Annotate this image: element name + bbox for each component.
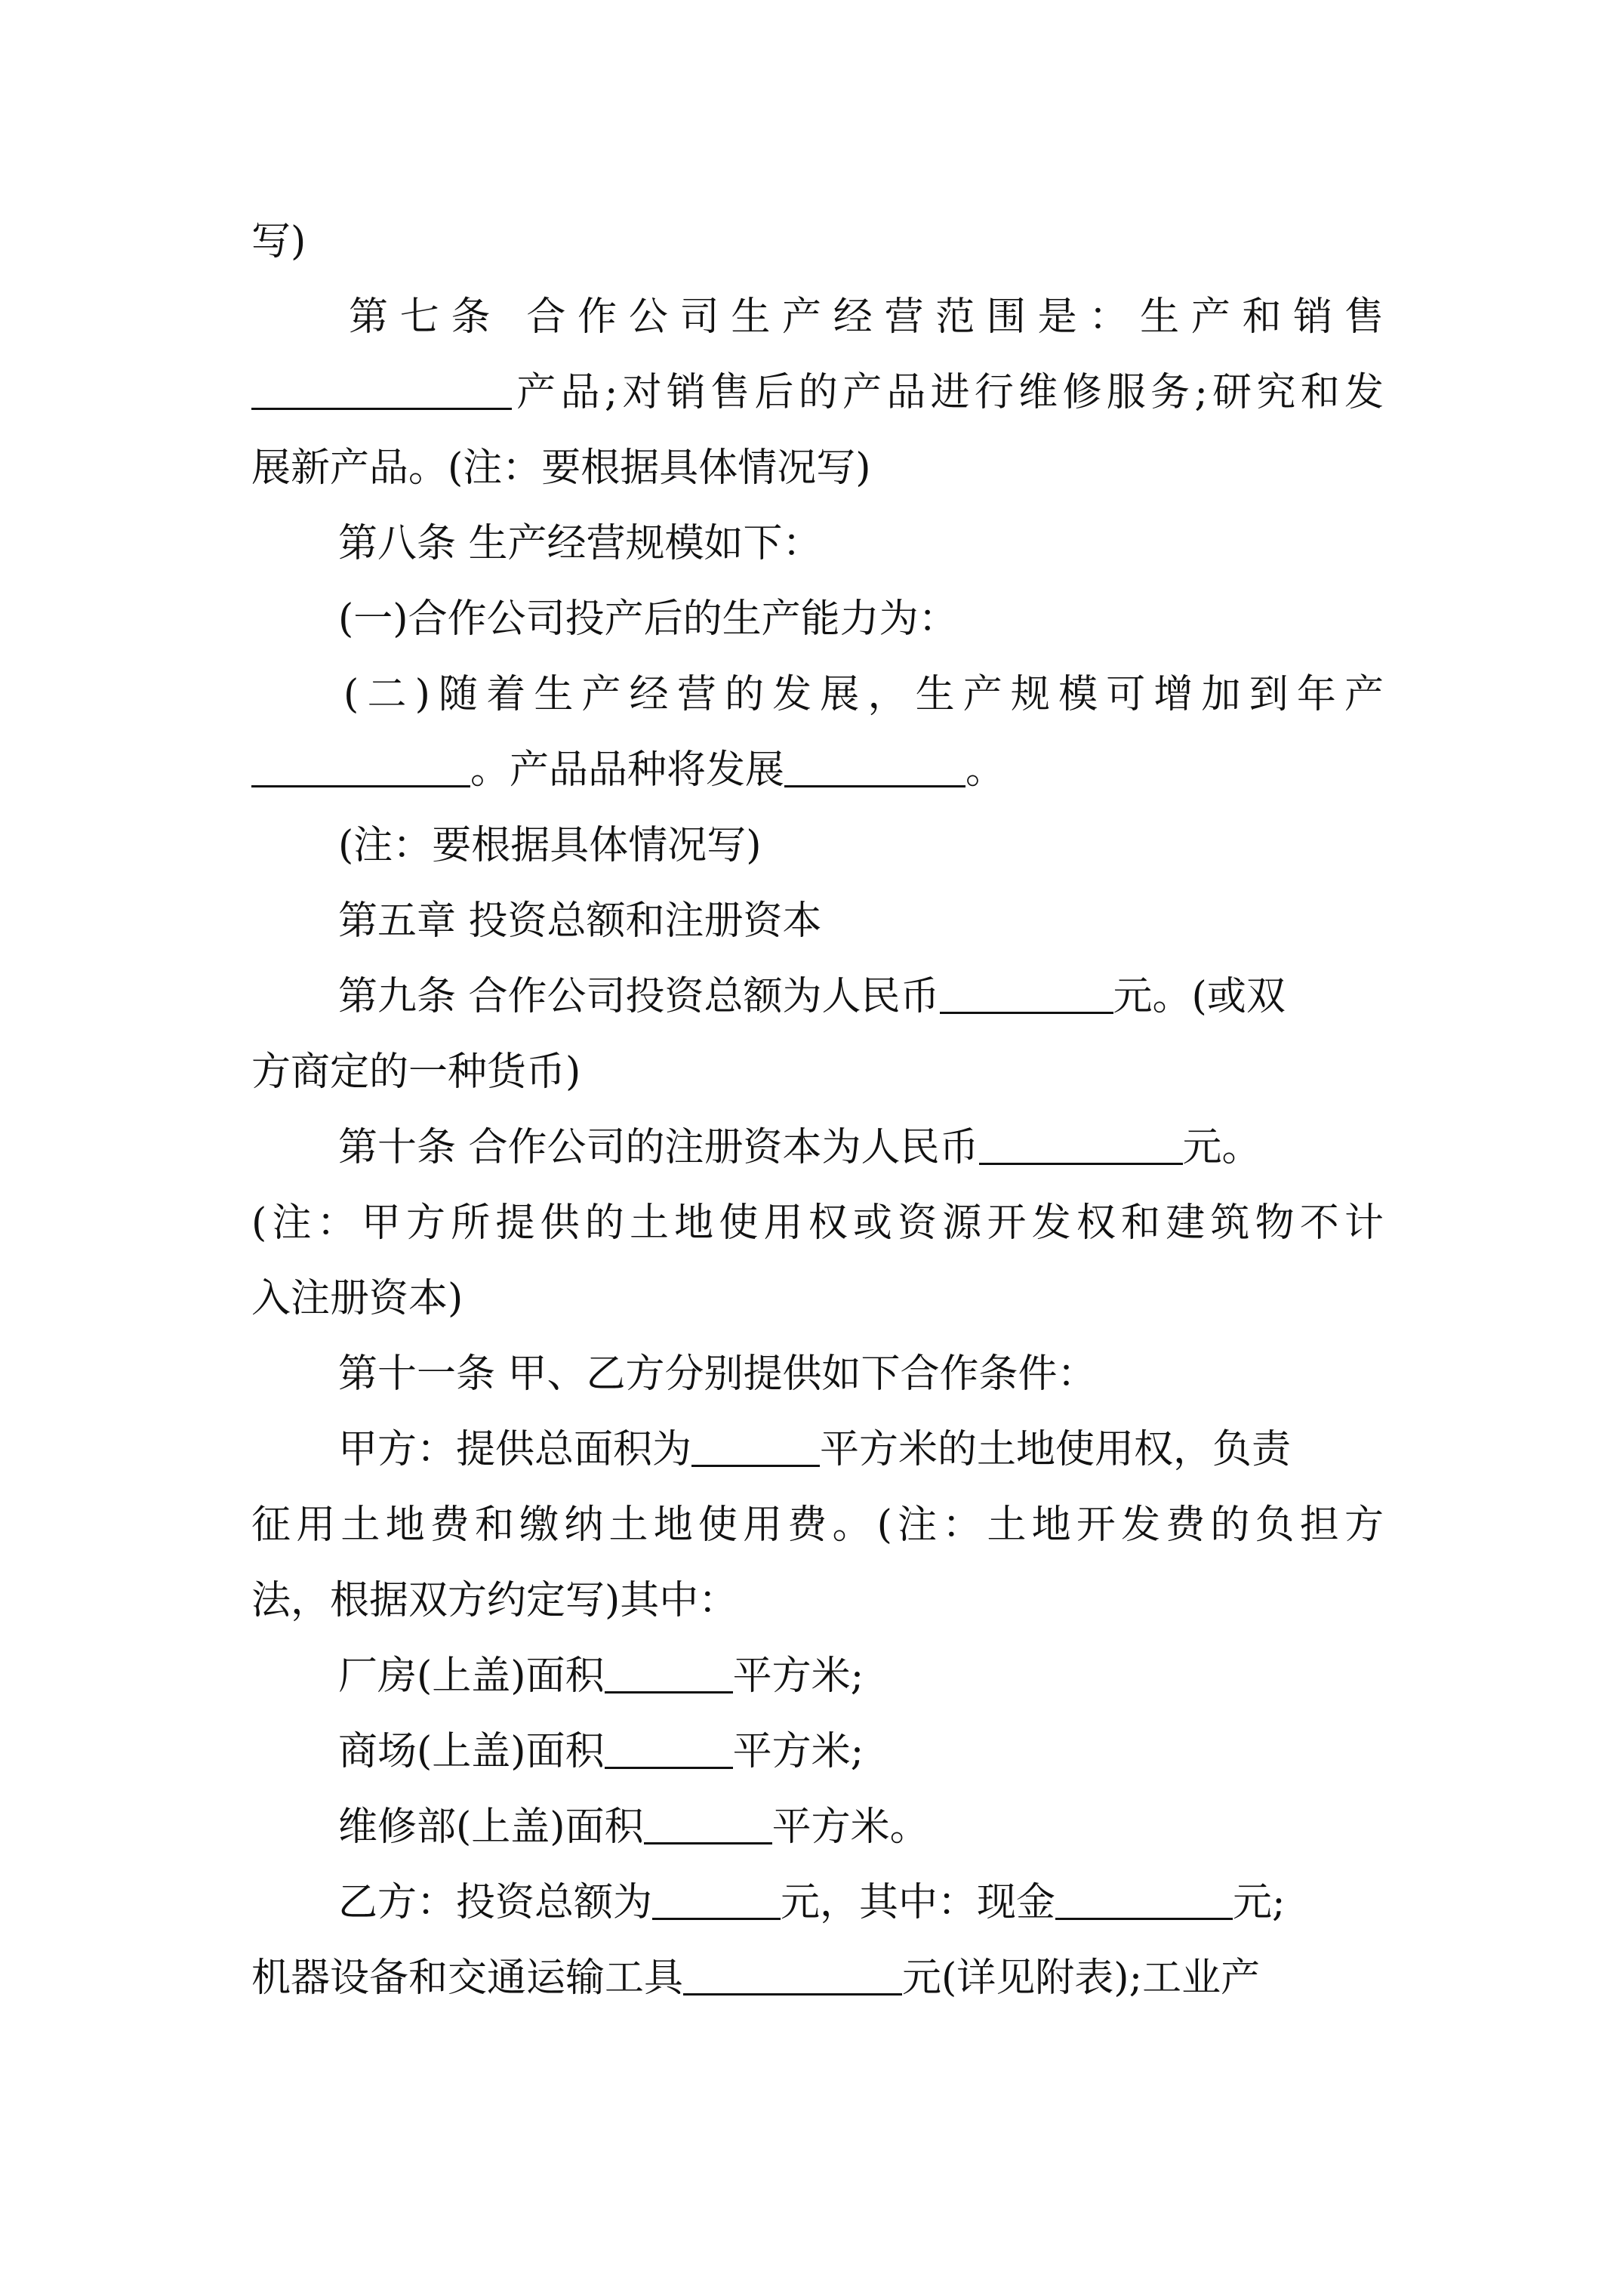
party-a-line: 甲方：提供总面积为 平方米的土地使用权，负责 [338,1412,1471,1487]
fill-blank[interactable] [605,1646,733,1693]
article-10: 第十条 合作公司的注册资本为人民币 元。 [338,1110,1471,1185]
fill-blank[interactable] [683,1948,902,1996]
text-line: 。产品品种将发展 。 [251,732,1384,808]
text-line: 方商定的一种货币) [251,1049,581,1095]
article-7-heading: 第七条 合作公司生产经营范围是：生产和销售 [349,294,1384,340]
text-line: 产品;对销售后的产品进行维修服务;研究和发 [251,355,1384,430]
text-line: (一)合作公司投产后的生产能力为： [338,596,958,642]
text-line: (注：甲方所提供的土地使用权或资源开发权和建筑物不计 [251,1200,1384,1246]
fill-blank[interactable] [940,966,1113,1014]
fill-blank[interactable] [691,1419,820,1467]
text-line: 展新产品。(注：要根据具体情况写) [251,445,871,491]
text-line: 维修部(上盖)面积 平方米。 [338,1789,1471,1865]
fill-blank[interactable] [644,1797,772,1845]
text-line: 厂房(上盖)面积 平方米; [338,1638,1471,1714]
fill-blank[interactable] [784,740,965,787]
fill-blank[interactable] [605,1721,733,1769]
text-line: 机器设备和交通运输工具 元(详见附表);工业产 [251,1940,1384,2016]
text-line: 征用土地费和缴纳土地使用费。(注：土地开发费的负担方 [251,1502,1384,1548]
text-line: 法，根据双方约定写)其中： [251,1578,738,1623]
fill-blank[interactable] [1055,1872,1233,1920]
article-11-heading: 第十一条 甲、乙方分别提供如下合作条件： [338,1351,1097,1397]
chapter-5-heading: 第五章 投资总额和注册资本 [338,898,822,944]
article-8-heading: 第八条 生产经营规模如下： [338,521,822,566]
fill-blank[interactable] [652,1872,781,1920]
fill-blank[interactable] [251,362,512,410]
text-line: 商场(上盖)面积 平方米; [338,1714,1471,1789]
fill-blank[interactable] [251,740,470,787]
text-line: 写) [251,219,306,264]
text-line: (二)随着生产经营的发展，生产规模可增加到年产 [343,672,1384,717]
article-9: 第九条 合作公司投资总额为人民币 元。(或双 [338,959,1471,1034]
party-b-line: 乙方：投资总额为 元，其中：现金 元; [338,1865,1471,1940]
text-line: 入注册资本) [251,1276,463,1321]
text-line: (注：要根据具体情况写) [338,823,762,868]
fill-blank[interactable] [979,1117,1183,1165]
